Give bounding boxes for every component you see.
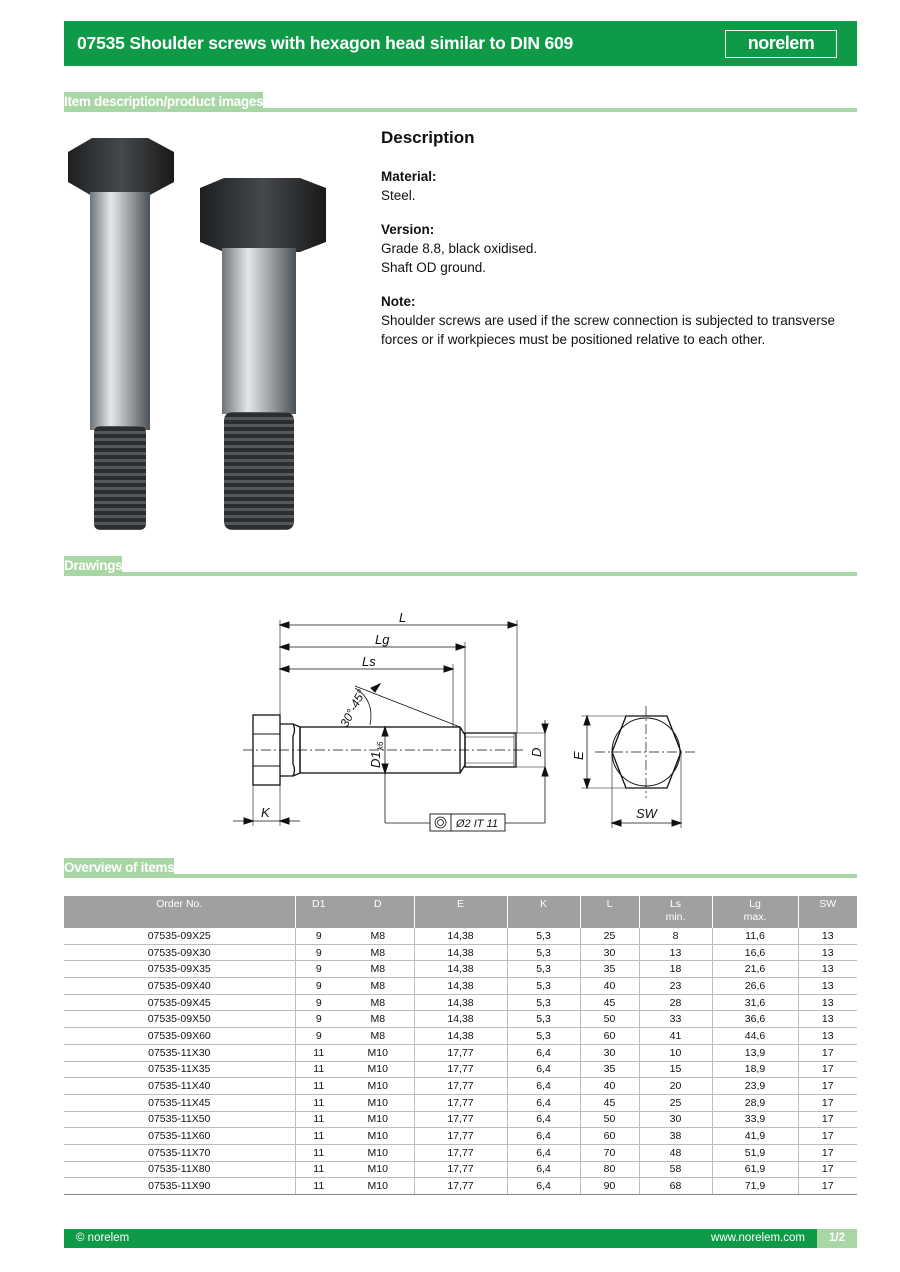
col-header-l: L — [580, 896, 639, 928]
cell-e: 17,77 — [414, 1161, 507, 1178]
cell-d1: 9 — [295, 961, 342, 978]
footer-website-link[interactable]: www.norelem.com — [711, 1232, 805, 1244]
table-row — [64, 1078, 857, 1095]
dim-label-D1: D1 — [368, 751, 383, 768]
cell-sw: 17 — [798, 1161, 857, 1178]
dim-label-L: L — [399, 610, 407, 625]
cell-e: 14,38 — [414, 1011, 507, 1028]
footer-copyright: © norelem — [76, 1232, 130, 1244]
description-heading: Description — [381, 128, 475, 147]
cell-ls: 38 — [639, 1128, 712, 1145]
cell-k: 5,3 — [507, 978, 580, 995]
section-title: Drawings — [64, 558, 123, 573]
col-header-ls-label: Ls — [669, 898, 682, 910]
cell-sw: 17 — [798, 1128, 857, 1145]
cell-d: M10 — [342, 1111, 414, 1128]
table-row — [64, 1144, 857, 1161]
cell-e: 17,77 — [414, 1128, 507, 1145]
cell-d1: 11 — [295, 1144, 342, 1161]
cell-d1: 11 — [295, 1078, 342, 1095]
table-row — [64, 978, 857, 995]
cell-sw: 13 — [798, 1011, 857, 1028]
cell-e: 14,38 — [414, 994, 507, 1011]
cell-sw: 13 — [798, 928, 857, 944]
section-title: Overview of items — [64, 860, 175, 875]
cell-lg: 13,9 — [712, 1044, 798, 1061]
cell-d: M10 — [342, 1094, 414, 1111]
note-text: Shoulder screws are used if the screw connection is subjected to transverse forces or if workpieces must be positioned relative to each other. — [381, 313, 835, 347]
cell-ls: 8 — [639, 928, 712, 944]
cell-l: 35 — [580, 1061, 639, 1078]
dim-label-Ls: Ls — [362, 654, 376, 669]
cell-lg: 31,6 — [712, 994, 798, 1011]
cell-e: 14,38 — [414, 961, 507, 978]
cell-sw: 17 — [798, 1044, 857, 1061]
product-image — [64, 130, 364, 535]
cell-order-no: 07535-11X35 — [64, 1061, 295, 1078]
screw-head-2 — [200, 178, 326, 252]
header-bar — [64, 21, 857, 66]
section-overview — [64, 858, 857, 878]
cell-e: 17,77 — [414, 1144, 507, 1161]
cell-lg: 11,6 — [712, 928, 798, 944]
footer-bar — [64, 1229, 857, 1248]
cell-d: M8 — [342, 928, 414, 944]
cell-ls: 48 — [639, 1144, 712, 1161]
screw-shaft-2 — [222, 248, 296, 414]
material-label: Material: — [381, 169, 437, 184]
cell-sw: 13 — [798, 944, 857, 961]
cell-order-no: 07535-09X45 — [64, 994, 295, 1011]
cell-order-no: 07535-11X80 — [64, 1161, 295, 1178]
dim-label-D: D — [529, 747, 544, 757]
cell-d1: 9 — [295, 1028, 342, 1045]
table-header-row — [64, 896, 857, 928]
cell-lg: 33,9 — [712, 1111, 798, 1128]
cell-k: 6,4 — [507, 1111, 580, 1128]
cell-ls: 28 — [639, 994, 712, 1011]
cell-e: 17,77 — [414, 1111, 507, 1128]
cell-d: M8 — [342, 978, 414, 995]
table-row — [64, 1161, 857, 1178]
cell-k: 5,3 — [507, 1028, 580, 1045]
material-text: Steel. — [381, 188, 416, 203]
table-row — [64, 1011, 857, 1028]
cell-d: M10 — [342, 1044, 414, 1061]
dim-label-D1-sub: k6 — [376, 741, 385, 750]
cell-d: M10 — [342, 1078, 414, 1095]
table-row — [64, 928, 857, 944]
cell-l: 30 — [580, 944, 639, 961]
cell-l: 80 — [580, 1161, 639, 1178]
angle-label: 30°-45° — [337, 687, 369, 730]
cell-k: 5,3 — [507, 928, 580, 944]
cell-d1: 11 — [295, 1161, 342, 1178]
cell-order-no: 07535-11X45 — [64, 1094, 295, 1111]
table-row — [64, 1061, 857, 1078]
cell-d: M8 — [342, 1011, 414, 1028]
technical-drawing — [225, 600, 695, 840]
cell-e: 17,77 — [414, 1044, 507, 1061]
cell-d: M8 — [342, 961, 414, 978]
cell-e: 14,38 — [414, 1028, 507, 1045]
cell-lg: 41,9 — [712, 1128, 798, 1145]
cell-sw: 17 — [798, 1061, 857, 1078]
cell-lg: 36,6 — [712, 1011, 798, 1028]
dim-label-K: K — [261, 805, 270, 820]
cell-k: 5,3 — [507, 944, 580, 961]
cell-lg: 28,9 — [712, 1094, 798, 1111]
cell-sw: 13 — [798, 1028, 857, 1045]
cell-order-no: 07535-09X60 — [64, 1028, 295, 1045]
col-header-order-no: Order No. — [64, 896, 295, 928]
cell-l: 35 — [580, 961, 639, 978]
cell-d1: 11 — [295, 1061, 342, 1078]
cell-l: 50 — [580, 1011, 639, 1028]
version-line-2: Shaft OD ground. — [381, 260, 487, 275]
section-drawings — [64, 556, 857, 576]
cell-l: 40 — [580, 978, 639, 995]
cell-sw: 17 — [798, 1178, 857, 1195]
cell-order-no: 07535-09X40 — [64, 978, 295, 995]
norelem-logo: norelem — [725, 30, 837, 58]
section-divider — [64, 572, 857, 576]
cell-sw: 13 — [798, 994, 857, 1011]
cell-ls: 33 — [639, 1011, 712, 1028]
items-table-wrapper — [64, 896, 857, 1195]
section-divider — [64, 874, 857, 878]
cell-ls: 68 — [639, 1178, 712, 1195]
cell-order-no: 07535-11X50 — [64, 1111, 295, 1128]
cell-lg: 23,9 — [712, 1078, 798, 1095]
cell-k: 6,4 — [507, 1044, 580, 1061]
section-item-description — [64, 92, 857, 112]
cell-k: 5,3 — [507, 1011, 580, 1028]
cell-k: 5,3 — [507, 994, 580, 1011]
table-row — [64, 994, 857, 1011]
screw-head-1 — [68, 138, 174, 196]
col-header-lg-label: Lg — [749, 898, 761, 910]
dim-label-Lg: Lg — [375, 632, 390, 647]
cell-d1: 11 — [295, 1128, 342, 1145]
cell-e: 14,38 — [414, 928, 507, 944]
cell-order-no: 07535-09X50 — [64, 1011, 295, 1028]
cell-d1: 9 — [295, 978, 342, 995]
dim-label-SW: SW — [636, 806, 657, 821]
cell-k: 6,4 — [507, 1078, 580, 1095]
col-header-ls-sub: min. — [665, 911, 686, 923]
cell-lg: 26,6 — [712, 978, 798, 995]
cell-sw: 17 — [798, 1144, 857, 1161]
cell-k: 6,4 — [507, 1144, 580, 1161]
cell-sw: 13 — [798, 978, 857, 995]
cell-order-no: 07535-09X35 — [64, 961, 295, 978]
cell-d1: 9 — [295, 944, 342, 961]
cell-k: 6,4 — [507, 1161, 580, 1178]
page-title: 07535 Shoulder screws with hexagon head similar to DIN 609 — [77, 33, 574, 53]
cell-order-no: 07535-11X70 — [64, 1144, 295, 1161]
cell-e: 14,38 — [414, 978, 507, 995]
cell-ls: 58 — [639, 1161, 712, 1178]
cell-sw: 17 — [798, 1111, 857, 1128]
version-label: Version: — [381, 222, 435, 237]
cell-sw: 17 — [798, 1078, 857, 1095]
cell-l: 50 — [580, 1111, 639, 1128]
cell-d1: 9 — [295, 994, 342, 1011]
items-table — [64, 896, 857, 1195]
table-row — [64, 1128, 857, 1145]
cell-order-no: 07535-11X40 — [64, 1078, 295, 1095]
cell-k: 6,4 — [507, 1061, 580, 1078]
cell-d1: 9 — [295, 1011, 342, 1028]
cell-order-no: 07535-09X30 — [64, 944, 295, 961]
table-row — [64, 961, 857, 978]
cell-l: 45 — [580, 1094, 639, 1111]
table-row — [64, 1028, 857, 1045]
cell-d1: 11 — [295, 1178, 342, 1195]
cell-lg: 16,6 — [712, 944, 798, 961]
cell-lg: 61,9 — [712, 1161, 798, 1178]
col-header-lg — [712, 896, 798, 928]
table-row — [64, 1178, 857, 1195]
cell-ls: 15 — [639, 1061, 712, 1078]
cell-sw: 17 — [798, 1094, 857, 1111]
col-header-d: D — [342, 896, 414, 928]
cell-ls: 25 — [639, 1094, 712, 1111]
cell-ls: 10 — [639, 1044, 712, 1061]
cell-l: 30 — [580, 1044, 639, 1061]
cell-d: M8 — [342, 944, 414, 961]
cell-ls: 41 — [639, 1028, 712, 1045]
cell-ls: 20 — [639, 1078, 712, 1095]
cell-e: 17,77 — [414, 1178, 507, 1195]
screw-thread-2 — [224, 412, 294, 530]
cell-d: M10 — [342, 1161, 414, 1178]
cell-d1: 11 — [295, 1111, 342, 1128]
col-header-d1: D1 — [295, 896, 342, 928]
cell-e: 17,77 — [414, 1061, 507, 1078]
dim-label-E: E — [571, 751, 586, 760]
cell-d: M10 — [342, 1128, 414, 1145]
cell-order-no: 07535-09X25 — [64, 928, 295, 944]
cell-lg: 71,9 — [712, 1178, 798, 1195]
screw-shaft-1 — [90, 192, 150, 430]
cell-d1: 11 — [295, 1044, 342, 1061]
cell-order-no: 07535-11X30 — [64, 1044, 295, 1061]
cell-lg: 44,6 — [712, 1028, 798, 1045]
cell-k: 6,4 — [507, 1094, 580, 1111]
cell-sw: 13 — [798, 961, 857, 978]
cell-order-no: 07535-11X90 — [64, 1178, 295, 1195]
cell-d: M10 — [342, 1061, 414, 1078]
cell-ls: 30 — [639, 1111, 712, 1128]
cell-k: 5,3 — [507, 961, 580, 978]
cell-l: 90 — [580, 1178, 639, 1195]
cell-ls: 23 — [639, 978, 712, 995]
note-label: Note: — [381, 294, 416, 309]
cell-l: 40 — [580, 1078, 639, 1095]
cell-k: 6,4 — [507, 1178, 580, 1195]
cell-lg: 18,9 — [712, 1061, 798, 1078]
cell-l: 60 — [580, 1128, 639, 1145]
cell-order-no: 07535-11X60 — [64, 1128, 295, 1145]
cell-e: 17,77 — [414, 1094, 507, 1111]
section-title: Item description/product images — [64, 94, 264, 109]
description-block — [381, 128, 857, 349]
cell-e: 14,38 — [414, 944, 507, 961]
table-row — [64, 944, 857, 961]
cell-l: 25 — [580, 928, 639, 944]
cell-lg: 51,9 — [712, 1144, 798, 1161]
col-header-e: E — [414, 896, 507, 928]
page-number: 1/2 — [817, 1229, 857, 1248]
cell-d: M8 — [342, 1028, 414, 1045]
cell-d1: 11 — [295, 1094, 342, 1111]
table-row — [64, 1111, 857, 1128]
cell-d: M10 — [342, 1178, 414, 1195]
cell-l: 45 — [580, 994, 639, 1011]
screw-thread-1 — [94, 426, 146, 530]
cell-e: 17,77 — [414, 1078, 507, 1095]
cell-d: M10 — [342, 1144, 414, 1161]
table-row — [64, 1094, 857, 1111]
col-header-lg-sub: max. — [743, 911, 767, 923]
col-header-sw: SW — [798, 896, 857, 928]
version-line-1: Grade 8.8, black oxidised. — [381, 241, 538, 256]
col-header-k: K — [507, 896, 580, 928]
cell-d: M8 — [342, 994, 414, 1011]
cell-lg: 21,6 — [712, 961, 798, 978]
cell-k: 6,4 — [507, 1128, 580, 1145]
cell-ls: 18 — [639, 961, 712, 978]
table-row — [64, 1044, 857, 1061]
tolerance-label: Ø2 IT 11 — [456, 818, 498, 830]
cell-l: 70 — [580, 1144, 639, 1161]
col-header-ls — [639, 896, 712, 928]
cell-ls: 13 — [639, 944, 712, 961]
cell-l: 60 — [580, 1028, 639, 1045]
cell-d1: 9 — [295, 928, 342, 944]
